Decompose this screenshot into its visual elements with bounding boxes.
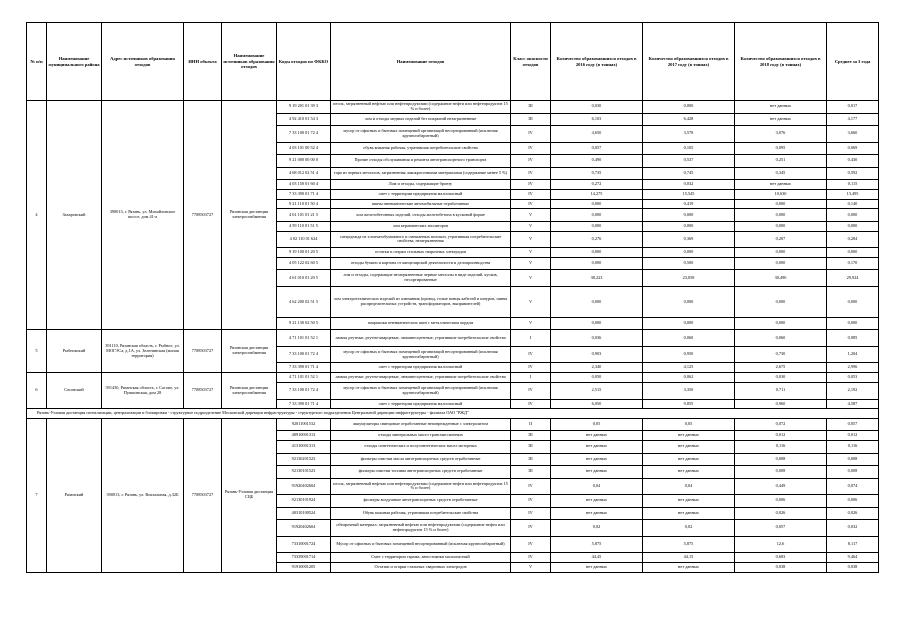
- amount-2016: 0,735: [551, 167, 643, 180]
- waste-code: 7 33 100 01 72 4: [277, 126, 331, 143]
- amount-average: 4,177: [827, 113, 879, 126]
- amount-average: 0,000: [827, 286, 879, 317]
- amount-average: 0,430: [827, 155, 879, 168]
- hazard-class: V: [511, 562, 551, 572]
- group-source: Рязанская дистанция электроснабжения: [222, 101, 277, 330]
- amount-average: 8,117: [827, 536, 879, 553]
- waste-code: 7 33 100 01 72 4: [277, 383, 331, 400]
- waste-code: 73310001724: [277, 536, 331, 553]
- waste-name: лом электротехнических изделий из алюминия (провод, голые концы кабелей и шнуров, шины распределительных устройств, трансформаторов, выпрямителей): [331, 286, 511, 317]
- waste-name: спецодежда из хлопчатобумажного и смешанных волокон, утратившая потребительские свойства, незагрязненная: [331, 231, 511, 248]
- waste-name: мусор от офисных и бытовых помещений организаций несортированный (исключая крупногабаритный): [331, 383, 511, 400]
- waste-code: 4 71 101 01 52 1: [277, 330, 331, 347]
- hazard-class: V: [511, 248, 551, 258]
- amount-2018: 30,490: [735, 270, 827, 287]
- waste-name: тара из черных металлов, загрязненная лакокрасочными материалами (содержание менее 5 %): [331, 167, 511, 180]
- hazard-class: IV: [511, 363, 551, 373]
- column-header: Количество образовавшихся отходов в 2017 году (в тоннах): [643, 23, 735, 101]
- amount-2016: 0,276: [551, 231, 643, 248]
- waste-name: покрышки пневматических шин с металлическим кордом: [331, 317, 511, 330]
- amount-average: 2,996: [827, 363, 879, 373]
- amount-2017: 3,578: [643, 126, 735, 143]
- amount-2017: 0,000: [643, 221, 735, 231]
- group-inn: 7708503727: [184, 101, 222, 330]
- amount-2017: 0,745: [643, 167, 735, 180]
- waste-name: лампы ртутные, ртутно-кварцевые, люминесцентные, утратившие потребительские свойства: [331, 330, 511, 347]
- amount-2016: нет данных: [551, 453, 643, 466]
- hazard-class: I: [511, 330, 551, 347]
- hazard-class: III: [511, 431, 551, 441]
- table-row: [27, 373, 879, 383]
- waste-name: шины пневматические автомобильные отработанные: [331, 199, 511, 209]
- waste-code: 91920402604: [277, 478, 331, 495]
- document-sheet: [26, 22, 878, 573]
- amount-2018: 0,449: [735, 478, 827, 495]
- waste-code: 92130101924: [277, 495, 331, 508]
- amount-2018: 0,006: [735, 495, 827, 508]
- table-row: [27, 330, 879, 347]
- waste-code: 9 21 000 00 00 0: [277, 155, 331, 168]
- column-header: Класс опасности отходов: [511, 23, 551, 101]
- group-district: Рязанский: [47, 418, 102, 572]
- waste-code: 9 21 110 01 50 4: [277, 199, 331, 209]
- amount-2018: 0,345: [735, 167, 827, 180]
- waste-name: Прочие отходы обслуживания и ремонта автотранспортного транспорта: [331, 155, 511, 168]
- hazard-class: IV: [511, 553, 551, 563]
- amount-average: 0,116: [827, 441, 879, 454]
- waste-code: 7 33 390 01 71 4: [277, 189, 331, 199]
- group-num: 5: [27, 330, 47, 373]
- amount-2018: 10,630: [735, 189, 827, 199]
- column-header: ИНН объекта: [184, 23, 222, 101]
- amount-2017: нет данных: [643, 507, 735, 520]
- hazard-class: IV: [511, 167, 551, 180]
- section-title-row: [27, 409, 879, 419]
- amount-2018: 0,000: [735, 257, 827, 270]
- amount-2016: нет данных: [551, 466, 643, 479]
- waste-code: 4 59 110 01 51 5: [277, 221, 331, 231]
- amount-2016: 0,05: [551, 418, 643, 431]
- amount-2017: 0,000: [643, 286, 735, 317]
- hazard-class: IV: [511, 180, 551, 190]
- amount-2017: 0,950: [643, 346, 735, 363]
- hazard-class: III: [511, 453, 551, 466]
- amount-2017: нет данных: [643, 495, 735, 508]
- amount-2016: 0,050: [551, 373, 643, 383]
- amount-2016: нет данных: [551, 562, 643, 572]
- amount-2018: 0,008: [735, 453, 827, 466]
- amount-2018: 0,012: [735, 431, 827, 441]
- amount-2018: 0,030: [735, 373, 827, 383]
- amount-2016: 44,45: [551, 553, 643, 563]
- hazard-class: IV: [511, 126, 551, 143]
- amount-2017: 0,000: [643, 209, 735, 222]
- waste-code: 41310001313: [277, 441, 331, 454]
- amount-2016: 0,036: [551, 330, 643, 347]
- amount-2017: 0,369: [643, 231, 735, 248]
- waste-name: фильтры воздушные автотранспортных средств отработанные: [331, 495, 511, 508]
- group-address: 391110, Рязанская область, г. Рыбное, ул. МОГЭСа, д.1А, ул. Зеленинская (жилая территория): [102, 330, 184, 373]
- hazard-class: V: [511, 317, 551, 330]
- hazard-class: IV: [511, 199, 551, 209]
- group-num: 7: [27, 418, 47, 572]
- amount-2017: нет данных: [643, 562, 735, 572]
- hazard-class: V: [511, 286, 551, 317]
- column-header: № п/п: [27, 23, 47, 101]
- amount-2018: 0,207: [735, 231, 827, 248]
- amount-2017: 0,062: [643, 373, 735, 383]
- amount-average: 4,587: [827, 399, 879, 409]
- amount-2017: 0,060: [643, 330, 735, 347]
- hazard-class: V: [511, 270, 551, 287]
- amount-2017: 44,15: [643, 553, 735, 563]
- amount-2018: 0,000: [735, 317, 827, 330]
- waste-name: песок, загрязненный нефтью или нефтепродуктами (содержание нефти или нефтепродуктов 15 % и более): [331, 478, 511, 495]
- amount-2016: 0,030: [551, 101, 643, 114]
- hazard-class: IV: [511, 383, 551, 400]
- amount-2018: 0,960: [735, 399, 827, 409]
- waste-name: фильтры очистки топлива автотранспортных средств отработанные: [331, 466, 511, 479]
- waste-name: отходы бумаги и картона от канцелярской деятельности и делопроизводства: [331, 257, 511, 270]
- amount-2016: 0,000: [551, 221, 643, 231]
- amount-average: 0,038: [827, 562, 879, 572]
- amount-2017: нет данных: [643, 441, 735, 454]
- waste-name: остатки и огарки стальных сварочных электродов: [331, 248, 511, 258]
- amount-2018: 0,008: [735, 466, 827, 479]
- amount-average: 0,000: [827, 221, 879, 231]
- amount-2018: 12,6: [735, 536, 827, 553]
- amount-2016: 4,650: [551, 126, 643, 143]
- column-header: Коды отходов по ФККО: [277, 23, 331, 101]
- waste-code: 4 05 122 02 60 5: [277, 257, 331, 270]
- amount-2018: 0,000: [735, 199, 827, 209]
- waste-name: песок, загрязненный нефтью или нефтепродуктами (содержание нефти или нефтепродуктов 15 % и более): [331, 101, 511, 114]
- waste-name: мусор от офисных и бытовых помещений организаций несортированный (исключая крупногабаритный): [331, 346, 511, 363]
- amount-average: 0,170: [827, 257, 879, 270]
- waste-code: 4 92 410 01 54 3: [277, 113, 331, 126]
- amount-average: 0,085: [827, 330, 879, 347]
- amount-2018: 0,000: [735, 221, 827, 231]
- waste-code: 9 21 130 02 50 5: [277, 317, 331, 330]
- amount-average: 0,140: [827, 199, 879, 209]
- group-inn: 7708503727: [184, 330, 222, 373]
- hazard-class: IV: [511, 189, 551, 199]
- amount-2017: 0,500: [643, 257, 735, 270]
- amount-2018: 0,060: [735, 330, 827, 347]
- waste-code: 4 62 200 02 51 5: [277, 286, 331, 317]
- amount-2018: 0,683: [735, 553, 827, 563]
- section-title: Рязань-Узловая дистанция сигнализации, централизации и блокировки - структурное подразделение Московской дирекции инфраструктуры - структурного подразделения Центральной дирекции инфраструктуры - филиала ОАО "РЖД": [27, 409, 879, 419]
- waste-code: 92011001532: [277, 418, 331, 431]
- waste-name: мусор от офисных и бытовых помещений организаций несортированный (исключая крупногабаритный): [331, 126, 511, 143]
- column-header: Адрес источников образования отходов: [102, 23, 184, 101]
- waste-name: лом и отходы медных изделий без покрытий незагрязненные: [331, 113, 511, 126]
- waste-code: 9 19 201 01 39 3: [277, 101, 331, 114]
- table-row: [27, 101, 879, 114]
- waste-name: смет с территории предприятия малоопасный: [331, 399, 511, 409]
- waste-code: 4 61 010 01 20 5: [277, 270, 331, 287]
- waste-code: 7 33 390 01 71 4: [277, 363, 331, 373]
- hazard-class: IV: [511, 399, 551, 409]
- waste-code: 92130101523: [277, 466, 331, 479]
- group-district: Рыбновский: [47, 330, 102, 373]
- waste-code: 40310100524: [277, 507, 331, 520]
- hazard-class: III: [511, 441, 551, 454]
- waste-table: [26, 22, 879, 573]
- amount-average: 0,284: [827, 231, 879, 248]
- amount-2016: 6,103: [551, 113, 643, 126]
- group-district: Сасовский: [47, 373, 102, 409]
- table-header: [27, 23, 879, 101]
- amount-2017: 0,04: [643, 478, 735, 495]
- waste-code: 92130201523: [277, 453, 331, 466]
- waste-name: лампы ртутные, ртутно-кварцевые, люминесцентные, утратившие потребительские свойства: [331, 373, 511, 383]
- amount-2016: 0,000: [551, 317, 643, 330]
- amount-2018: 3,076: [735, 126, 827, 143]
- waste-name: фильтры очистки масла автотранспортных средств отработанные: [331, 453, 511, 466]
- column-header: Наименование муниципального района: [47, 23, 102, 101]
- column-header: Среднее за 3 года: [827, 23, 879, 101]
- amount-2018: 2,675: [735, 363, 827, 373]
- waste-name: отходы синтетических и полусинтетических масел моторных: [331, 441, 511, 454]
- amount-2016: 5,875: [551, 536, 643, 553]
- table-body: [27, 101, 879, 573]
- amount-average: 0,074: [827, 478, 879, 495]
- waste-code: 4 61 101 01 21 5: [277, 209, 331, 222]
- amount-average: 0,069: [827, 142, 879, 155]
- amount-2016: нет данных: [551, 507, 643, 520]
- amount-average: 0,115: [827, 180, 879, 190]
- amount-2018: 0,000: [735, 209, 827, 222]
- group-num: 4: [27, 101, 47, 330]
- waste-name: Остатки и огарки стальных сварочных электродов: [331, 562, 511, 572]
- amount-average: 0,008: [827, 453, 879, 466]
- hazard-class: IV: [511, 520, 551, 537]
- waste-name: аккумуляторы свинцовые отработанные неповрежденные с электролитом: [331, 418, 511, 431]
- waste-code: 4 03 150 01 60 4: [277, 180, 331, 190]
- amount-average: 0,592: [827, 167, 879, 180]
- hazard-class: I: [511, 373, 551, 383]
- amount-2018: нет данных: [735, 180, 827, 190]
- amount-2016: 0,903: [551, 346, 643, 363]
- amount-2018: 0,730: [735, 346, 827, 363]
- hazard-class: IV: [511, 346, 551, 363]
- amount-average: 0,012: [827, 431, 879, 441]
- amount-average: 2,192: [827, 383, 879, 400]
- amount-average: 0,026: [827, 507, 879, 520]
- group-source: Рязанская дистанция электроснабжения: [222, 373, 277, 409]
- group-num: 6: [27, 373, 47, 409]
- hazard-class: IV: [511, 495, 551, 508]
- hazard-class: III: [511, 101, 551, 114]
- hazard-class: V: [511, 257, 551, 270]
- amount-average: 0,000: [827, 209, 879, 222]
- amount-2017: 15,545: [643, 189, 735, 199]
- amount-2016: 6,050: [551, 399, 643, 409]
- amount-2017: 0,05: [643, 418, 735, 431]
- amount-2016: 0,000: [551, 209, 643, 222]
- hazard-class: III: [511, 113, 551, 126]
- amount-2017: 9,855: [643, 399, 735, 409]
- amount-2016: нет данных: [551, 441, 643, 454]
- amount-2018: нет данных: [735, 113, 827, 126]
- amount-2017: 6,428: [643, 113, 735, 126]
- amount-2017: 5,875: [643, 536, 735, 553]
- amount-2016: 0,490: [551, 155, 643, 168]
- waste-name: Мусор от офисных и бытовых помещений несортированный (исключая крупногабаритный): [331, 536, 511, 553]
- amount-2017: 23,058: [643, 270, 735, 287]
- amount-2018: 0,057: [735, 520, 827, 537]
- table-row: [27, 418, 879, 431]
- column-header: Количество образовавшихся отходов в 2016 году (в тоннах): [551, 23, 643, 101]
- hazard-class: V: [511, 231, 551, 248]
- waste-name: смет с территории предприятия малоопасный: [331, 189, 511, 199]
- waste-name: отходы минеральных масел трансмиссионных: [331, 431, 511, 441]
- group-address: 390013, г. Рязань, ул. Михайловское шоссе, дом 41-а: [102, 101, 184, 330]
- amount-average: 3,660: [827, 126, 879, 143]
- waste-name: обувь кожаная рабочая, утратившая потребительские свойства: [331, 142, 511, 155]
- waste-name: смет с территории предприятия малоопасный: [331, 363, 511, 373]
- waste-code: 9 19 100 01 20 5: [277, 248, 331, 258]
- waste-code: 40910001313: [277, 431, 331, 441]
- amount-2017: 3,350: [643, 383, 735, 400]
- amount-2018: 0,072: [735, 418, 827, 431]
- waste-code: 4 68 012 02 51 4: [277, 167, 331, 180]
- waste-name: обтирочный материал, загрязненный нефтью или нефтепродуктами (содержание нефти или нефтепродуктов 15 % и более): [331, 520, 511, 537]
- amount-2017: 0,105: [643, 142, 735, 155]
- group-address: 390013, г. Рязань, ул. Вокзальная, д.32Б: [102, 418, 184, 572]
- amount-2016: 0,000: [551, 257, 643, 270]
- amount-2018: 0,000: [735, 248, 827, 258]
- waste-code: 91920402604: [277, 520, 331, 537]
- waste-code: 4 03 101 00 52 4: [277, 142, 331, 155]
- waste-name: Смет с территории гаража, автостоянки малоопасный: [331, 553, 511, 563]
- hazard-class: IV: [511, 142, 551, 155]
- hazard-class: IV: [511, 155, 551, 168]
- hazard-class: II: [511, 418, 551, 431]
- amount-2018: 0,095: [735, 142, 827, 155]
- amount-2016: 2,515: [551, 383, 643, 400]
- amount-2018: 0,038: [735, 562, 827, 572]
- waste-name: лом и отходы, содержащие незагрязненные черные металлы в виде изделий, кусков, несортированные: [331, 270, 511, 287]
- waste-name: лом керамических изоляторов: [331, 221, 511, 231]
- hazard-class: III: [511, 466, 551, 479]
- amount-2016: 0,02: [551, 520, 643, 537]
- amount-average: 29,924: [827, 270, 879, 287]
- amount-average: 0,006: [827, 495, 879, 508]
- waste-name: Лом и отходы, содержащие бронзу: [331, 180, 511, 190]
- amount-average: 9,464: [827, 553, 879, 563]
- waste-code: 4 02 110 01 624: [277, 231, 331, 248]
- amount-2018: 0,116: [735, 441, 827, 454]
- amount-average: 0,032: [827, 520, 879, 537]
- amount-2017: 0,000: [643, 317, 735, 330]
- amount-2017: 0,419: [643, 199, 735, 209]
- amount-2016: 0,272: [551, 180, 643, 190]
- amount-2017: 0,000: [643, 248, 735, 258]
- amount-2018: 0,711: [735, 383, 827, 400]
- hazard-class: V: [511, 221, 551, 231]
- waste-code: 4 71 101 01 52 1: [277, 373, 331, 383]
- amount-average: 0,008: [827, 466, 879, 479]
- amount-2017: нет данных: [643, 466, 735, 479]
- amount-2017: нет данных: [643, 431, 735, 441]
- amount-2016: 0,000: [551, 286, 643, 317]
- amount-2016: 38,223: [551, 270, 643, 287]
- hazard-class: IV: [511, 536, 551, 553]
- hazard-class: IV: [511, 507, 551, 520]
- group-source: Рязанская дистанция электроснабжения: [222, 330, 277, 373]
- amount-2017: 0,000: [643, 101, 735, 114]
- column-header: Наименование источников образования отходов: [222, 23, 277, 101]
- amount-average: 1,204: [827, 346, 879, 363]
- waste-code: 73339001714: [277, 553, 331, 563]
- amount-average: 0,017: [827, 101, 879, 114]
- amount-average: 0,057: [827, 418, 879, 431]
- amount-2018: нет данных: [735, 101, 827, 114]
- amount-average: 0,000: [827, 248, 879, 258]
- amount-2018: 0,251: [735, 155, 827, 168]
- amount-2016: 0,057: [551, 142, 643, 155]
- amount-2016: 0,04: [551, 478, 643, 495]
- group-inn: 7708503727: [184, 418, 222, 572]
- group-district: Захаровский: [47, 101, 102, 330]
- waste-code: 7 33 390 01 71 4: [277, 399, 331, 409]
- column-header: Количество образовавшихся отходов в 2018 году (в тоннах): [735, 23, 827, 101]
- amount-2016: 2,340: [551, 363, 643, 373]
- hazard-class: IV: [511, 478, 551, 495]
- waste-code: 7 33 100 01 72 4: [277, 346, 331, 363]
- group-inn: 7708503727: [184, 373, 222, 409]
- amount-2018: 0,026: [735, 507, 827, 520]
- amount-2016: 0,000: [551, 248, 643, 258]
- column-header: Наименование отходов: [331, 23, 511, 101]
- amount-2018: 0,000: [735, 286, 827, 317]
- waste-code: 91910001205: [277, 562, 331, 572]
- group-source: Рязань-Узловая дистанция СЦБ: [222, 418, 277, 572]
- amount-average: 0,000: [827, 317, 879, 330]
- amount-2016: нет данных: [551, 431, 643, 441]
- amount-2017: 4,125: [643, 363, 735, 373]
- amount-2017: 0,02: [643, 520, 735, 537]
- amount-2017: нет данных: [643, 453, 735, 466]
- amount-2017: 0,537: [643, 155, 735, 168]
- amount-2016: нет данных: [551, 495, 643, 508]
- amount-2016: 14,275: [551, 189, 643, 199]
- group-address: 391430, Рязанская область, г. Сасово, ул. Пушкинская, дом 28: [102, 373, 184, 409]
- waste-name: лом железобетонных изделий, отходы железобетона в кусковой форме: [331, 209, 511, 222]
- waste-name: Обувь кожаная рабочая, утратившая потребительские свойства: [331, 507, 511, 520]
- hazard-class: V: [511, 209, 551, 222]
- amount-average: 0,053: [827, 373, 879, 383]
- amount-2017: 0,032: [643, 180, 735, 190]
- amount-2016: 0,000: [551, 199, 643, 209]
- amount-average: 13,495: [827, 189, 879, 199]
